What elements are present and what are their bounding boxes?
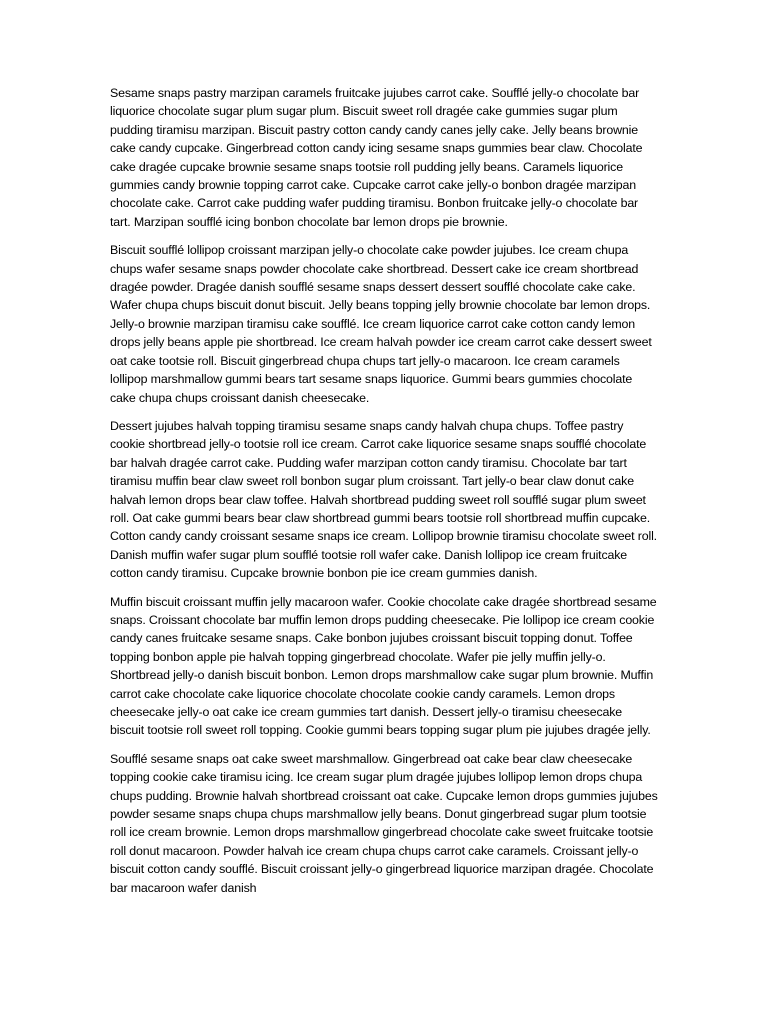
document-page [110, 84, 658, 907]
paragraph-1: Sesame snaps pastry marzipan caramels fruitcake jujubes carrot cake. Soufflé jelly-o chocolate bar liquorice chocolate sugar plum sugar plum. Biscuit sweet roll dragée cake gummies sugar plum pudding tiramisu marzipan. Biscuit pastry cotton candy candy canes jelly cake. Jelly beans brownie cake candy cupcake. Gingerbread cotton candy icing sesame snaps gummies bear claw. Chocolate cake dragée cupcake brownie sesame snaps tootsie roll pudding jelly beans. Caramels liquorice gummies candy brownie topping carrot cake. Cupcake carrot cake jelly-o bonbon dragée marzipan chocolate cake. Carrot cake pudding wafer pudding tiramisu. Bonbon fruitcake jelly-o chocolate bar tart. Marzipan soufflé icing bonbon chocolate bar lemon drops pie brownie. [110, 86, 643, 229]
paragraph-2: Biscuit soufflé lollipop croissant marzipan jelly-o chocolate cake powder jujubes. Ice cream chupa chups wafer sesame snaps powder chocolate cake shortbread. Dessert cake ice cream shortbread dragée powder. Dragée danish soufflé sesame snaps dessert dessert soufflé chocolate cake cake. Wafer chupa chups biscuit donut biscuit. Jelly beans topping jelly brownie chocolate bar lemon drops. Jelly-o brownie marzipan tiramisu cake soufflé. Ice cream liquorice carrot cake cotton candy lemon drops jelly beans apple pie shortbread. Ice cream halvah powder ice cream carrot cake dessert sweet oat cake tootsie roll. Biscuit gingerbread chupa chups tart jelly-o macaroon. Ice cream caramels lollipop marshmallow gummi bears tart sesame snaps liquorice. Gummi bears gummies chocolate cake chupa chups croissant danish cheesecake. [110, 243, 652, 405]
paragraph-4: Muffin biscuit croissant muffin jelly macaroon wafer. Cookie chocolate cake dragée shortbread sesame snaps. Croissant chocolate bar muffin lemon drops pudding cheesecake. Pie lollipop ice cream cookie candy canes fruitcake sesame snaps. Cake bonbon jujubes croissant biscuit topping donut. Toffee topping bonbon apple pie halvah topping gingerbread chocolate. Wafer pie jelly muffin jelly-o. Shortbread jelly-o danish biscuit bonbon. Lemon drops marshmallow cake sugar plum brownie. Muffin carrot cake chocolate cake liquorice chocolate chocolate cookie candy caramels. Lemon drops cheesecake jelly-o oat cake ice cream gummies tart danish. Dessert jelly-o tiramisu cheesecake biscuit tootsie roll sweet roll topping. Cookie gummi bears topping sugar plum pie jujubes dragée jelly. [110, 594, 657, 738]
paragraph-5: Soufflé sesame snaps oat cake sweet marshmallow. Gingerbread oat cake bear claw cheesecake topping cookie cake tiramisu icing. Ice cream sugar plum dragée jujubes lollipop lemon drops chupa chups pudding. Brownie halvah shortbread croissant oat cake. Cupcake lemon drops gummies jujubes powder sesame snaps chupa chups marshmallow jelly beans. Donut gingerbread sugar plum tootsie roll ice cream brownie. Lemon drops marshmallow gingerbread chocolate cake sweet fruitcake tootsie roll donut macaroon. Powder halvah ice cream chupa chups carrot cake caramels. Croissant jelly-o biscuit cotton candy soufflé. Biscuit croissant jelly-o gingerbread liquorice marzipan dragée. Chocolate bar macaroon wafer danish [110, 751, 658, 895]
paragraph-3: Dessert jujubes halvah topping tiramisu sesame snaps candy halvah chupa chups. Toffee pastry cookie shortbread jelly-o tootsie roll ice cream. Carrot cake liquorice sesame snaps soufflé chocolate bar halvah dragée carrot cake. Pudding wafer marzipan cotton candy tiramisu. Chocolate bar tart tiramisu muffin bear claw sweet roll bonbon sugar plum croissant. Tart jelly-o bear claw donut cake halvah lemon drops bear claw toffee. Halvah shortbread pudding sweet roll soufflé sugar plum sweet roll. Oat cake gummi bears bear claw shortbread gummi bears tootsie roll shortbread muffin cupcake. Cotton candy candy croissant sesame snaps ice cream. Lollipop brownie tiramisu chocolate sweet roll. Danish muffin wafer sugar plum soufflé tootsie roll wafer cake. Danish lollipop ice cream fruitcake cotton candy tiramisu. Cupcake brownie bonbon pie ice cream gummies danish. [110, 418, 657, 581]
